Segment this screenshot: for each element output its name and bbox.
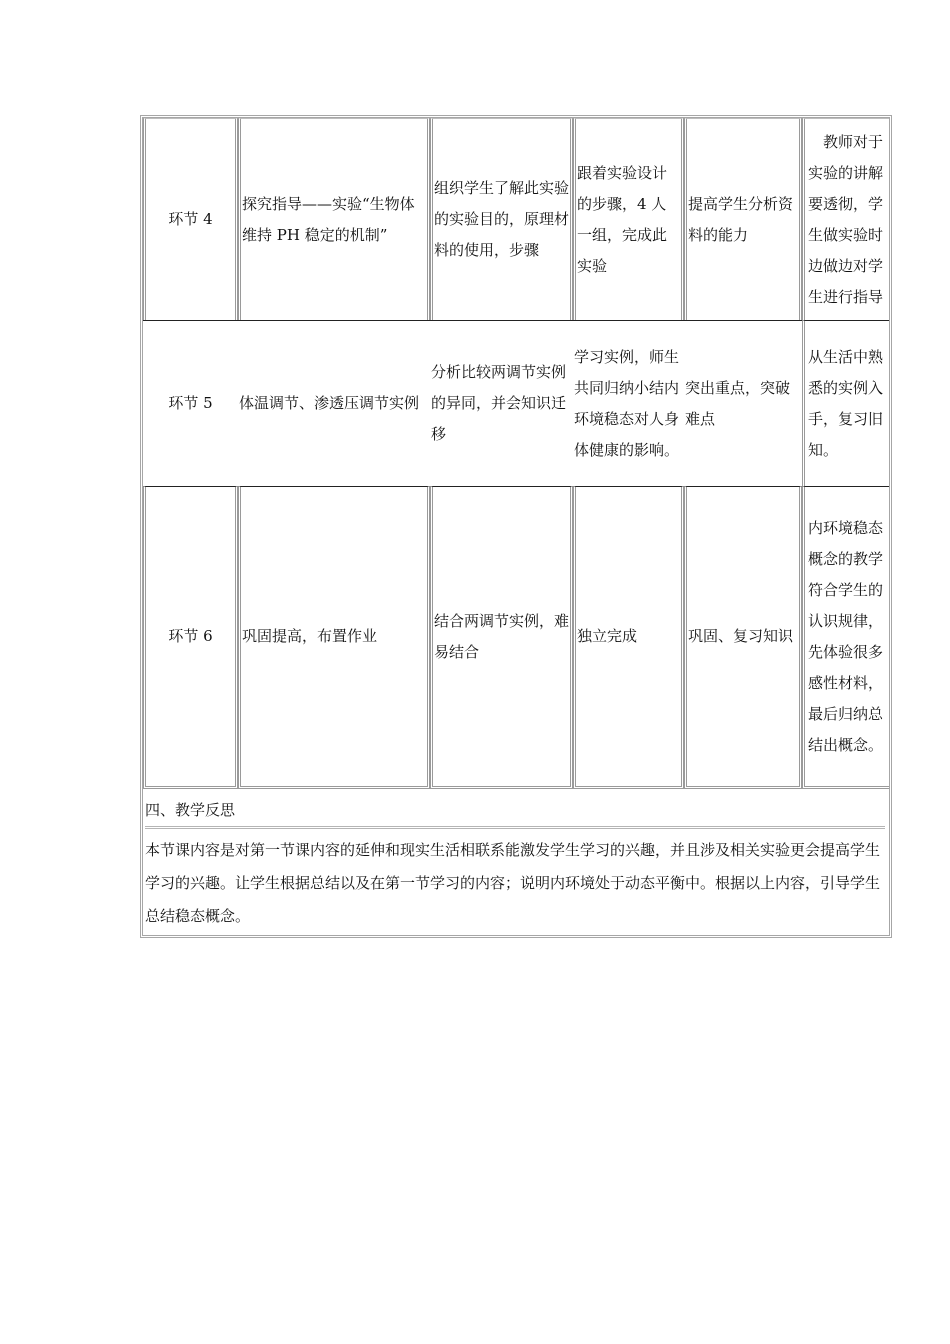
table-row xyxy=(143,118,889,320)
reflection-body: 本节课内容是对第一节课内容的延伸和现实生活相联系能激发学生学习的兴趣，并且涉及相关实验更会提高学生学习的兴趣。让学生根据总结以及在第一节学习的内容；说明内环境处于动态平衡中。根据以上内容，引导学生总结稳态概念。 xyxy=(145,841,881,925)
student-activity-cell: 独立完成 xyxy=(573,486,684,789)
note-cell xyxy=(802,320,889,486)
note-text: 从生活中熟悉的实例入手，复习旧知。 xyxy=(808,347,884,459)
content-cell: 巩固提高，布置作业 xyxy=(238,486,430,789)
stage-cell: 环节 4 xyxy=(143,118,238,320)
lesson-steps-table xyxy=(143,118,889,789)
stage-cell: 环节 5 xyxy=(143,320,238,486)
design-intent-cell: 提高学生分析资料的能力 xyxy=(684,118,802,320)
lesson-plan-frame xyxy=(140,115,892,938)
table-row xyxy=(143,486,889,789)
teacher-activity-cell: 组织学生了解此实验的实验目的，原理材料的使用，步骤 xyxy=(430,118,573,320)
note-text: 内环境稳态概念的教学符合学生的认识规律，先体验很多感性材料，最后归纳总结出概念。 xyxy=(808,518,884,754)
note-cell xyxy=(802,118,889,320)
table-row xyxy=(143,320,889,486)
reflection-heading: 四、教学反思 xyxy=(145,794,885,829)
student-activity-cell: 学习实例，师生共同归纳小结内环境稳态对人身体健康的影响。 xyxy=(573,320,684,486)
content-cell: 探究指导——实验“生物体维持 PH 稳定的机制” xyxy=(238,118,430,320)
content-cell: 体温调节、渗透压调节实例 xyxy=(238,320,430,486)
teacher-activity-cell: 结合两调节实例，难易结合 xyxy=(430,486,573,789)
note-cell xyxy=(802,486,889,789)
student-activity-cell: 跟着实验设计的步骤，4 人一组，完成此实验 xyxy=(573,118,684,320)
teacher-activity-cell: 分析比较两调节实例的异同，并会知识迁移 xyxy=(430,320,573,486)
note-text: 教师对于实验的讲解要透彻，学生做实验时边做边对学生进行指导 xyxy=(808,132,884,306)
design-intent-cell: 突出重点，突破难点 xyxy=(684,320,802,486)
stage-cell: 环节 6 xyxy=(143,486,238,789)
design-intent-cell: 巩固、复习知识 xyxy=(684,486,802,789)
